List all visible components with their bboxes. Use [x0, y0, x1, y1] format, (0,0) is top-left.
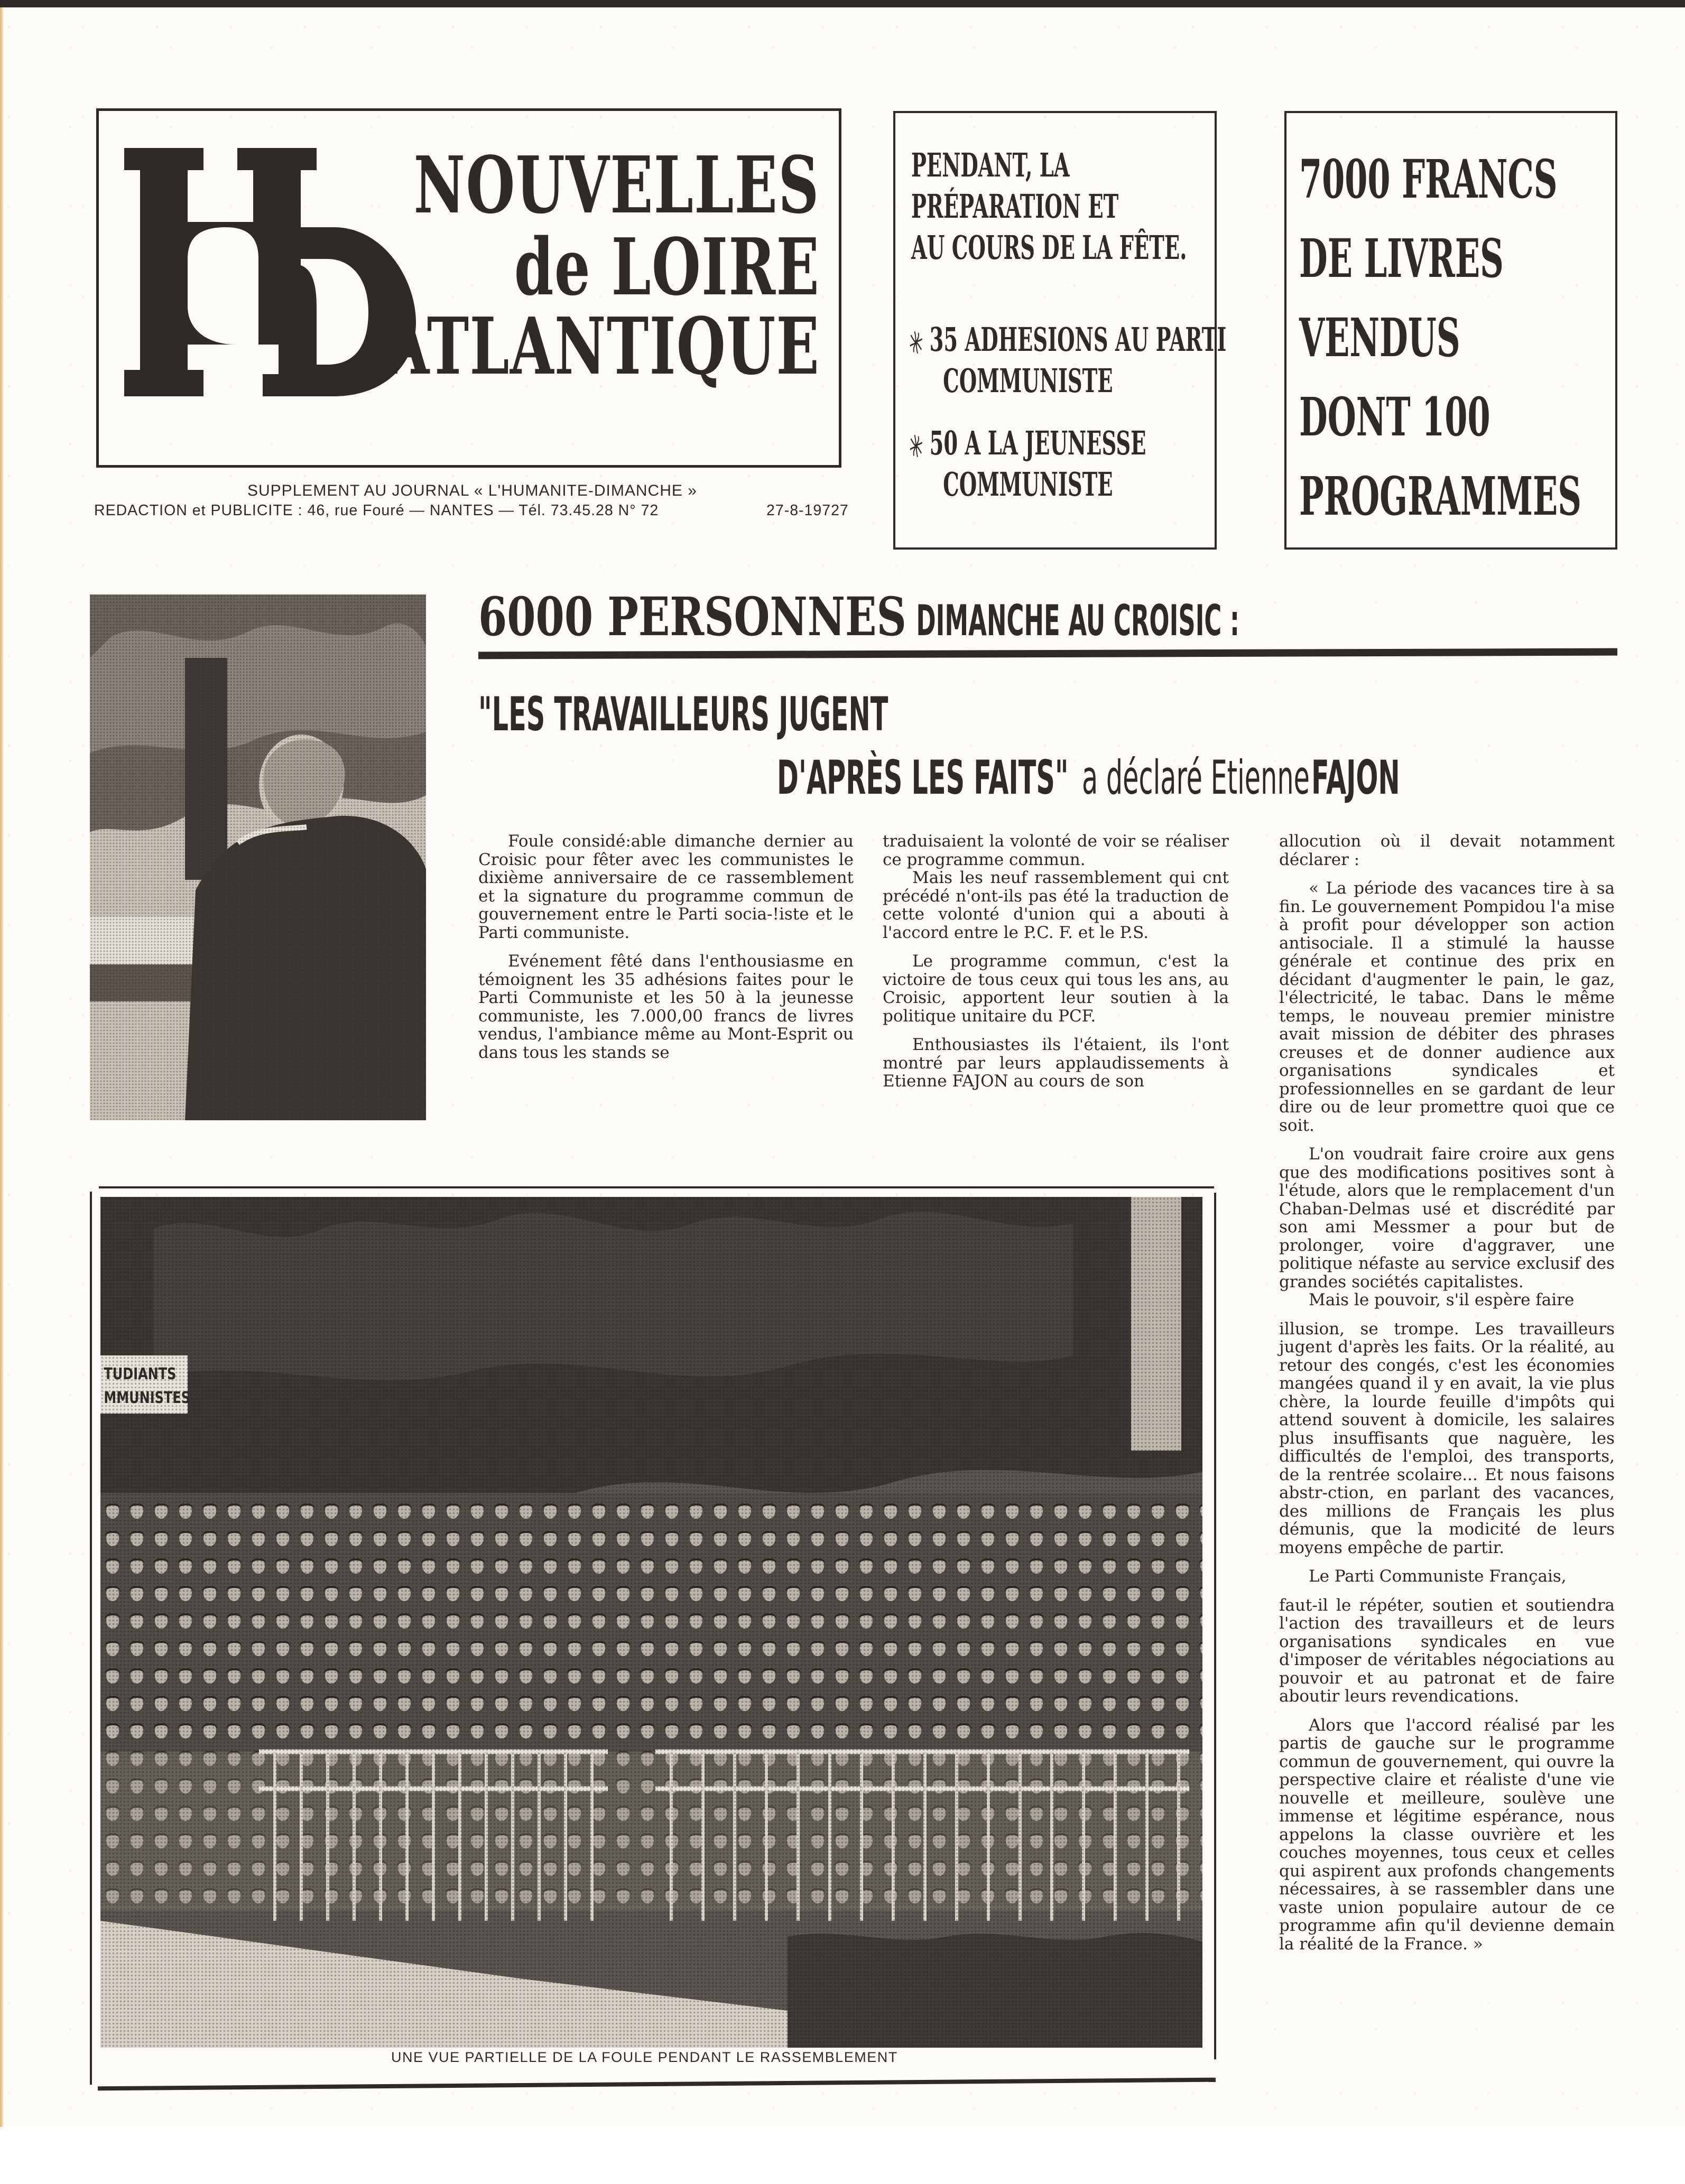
fete-intro-line3: AU COURS DE LA FÊTE.	[911, 228, 1187, 267]
subhead-name: FAJON	[1311, 750, 1400, 805]
books-line4: DONT 100	[1299, 386, 1490, 448]
headline-big: 6000 PERSONNES	[478, 586, 906, 648]
flower-star-icon	[909, 330, 924, 355]
col1-paragraph: Evénement fêté dans l'enthousiasme en témoignent les 35 adhésions faites pour le Parti Communiste et les 50 à la jeunesse communiste, les 7.000,00 francs de livres vendus, l'ambiance même au Mont-Esprit ou dans tous les stands se	[478, 952, 854, 1062]
col3-paragraph: L'on voudrait faire croire aux gens que des modifications positives sont à l'étude, alors que le remplacement d'un Chaban-Delmas usé et discrédité par son ami Messmer a pour but de prolonger, voire d'aggraver, une politique néfaste au service exclusif des grandes sociétés capitalistes.	[1279, 1145, 1615, 1291]
col3-paragraph: « La période des vacances tire à sa fin. Le gouvernement Pompidou l'a mise à profit pour développer son action antisociale. Il a stimulé la hausse générale et continue des prix en décidant d'augmenter le pain, le gaz, l'électricité, le tabac. Dans le même temps, le nouveau premier ministre avait mission de débiter des phrases creuses et de donner audience aux organisations syndicales et professionnelles en se gardant de leur dire ou de leur promettre quoi que ce soit.	[1279, 879, 1615, 1135]
fete-bullet2-line2: COMMUNISTE	[943, 465, 1113, 504]
speaker-photo	[90, 594, 426, 1120]
masthead-box	[96, 108, 841, 468]
hd-logo	[120, 148, 416, 396]
col1-paragraph: Foule considé:able dimanche dernier au Croisic pour fêter avec les communistes le dixième anniversaire de ce rassemblement et la signature du programme commun de gouvernement entre le Parti socia-!iste et le Parti communiste.	[478, 832, 854, 942]
masthead-title-line1: NOUVELLES	[413, 139, 820, 231]
article-column-1	[478, 832, 854, 1072]
crowd-photo-caption: UNE VUE PARTIELLE DE LA FOULE PENDANT LE RASSEMBLEMENT	[391, 2049, 898, 2065]
crowd-photo-left-rule	[90, 1192, 92, 2085]
col2-paragraph: Enthousiastes ils l'étaient, ils l'ont montré par leurs applaudissements à Etienne FAJON au cours de son	[883, 1035, 1229, 1091]
fete-bullet2-line1: 50 A LA JEUNESSE	[929, 424, 1146, 462]
fete-bullet1-line2: COMMUNISTE	[943, 361, 1113, 400]
subhead-attribution: a déclaré Etienne	[1082, 750, 1310, 805]
headline-rest: DIMANCHE AU CROISIC :	[916, 596, 1239, 645]
supplement-line: SUPPLEMENT AU JOURNAL « L'HUMANITE-DIMANCHE »	[247, 482, 697, 499]
col2-paragraph: Le programme commun, c'est la victoire de tous ceux qui tous les ans, au Croisic, apportent leur soutien à la politique unitaire du PCF.	[883, 952, 1229, 1026]
books-sold-box	[1284, 111, 1617, 550]
issue-date: 27-8-19727	[766, 502, 849, 519]
fete-bullet2	[909, 423, 1146, 464]
crowd-photo	[100, 1197, 1202, 2048]
speaker-photo-image	[90, 594, 426, 1120]
scan-left-edge	[0, 7, 3, 2127]
books-line1: 7000 FRANCS	[1299, 148, 1558, 210]
books-line2: DE LIVRES	[1299, 227, 1504, 290]
masthead-title-line2: de LOIRE	[514, 221, 820, 313]
fete-results-box	[893, 111, 1227, 550]
col3-paragraph: faut-il le répéter, soutien et soutiendra l'action des travailleurs et de leurs organisations syndicales en vue d'imposer de véritables négociations au pouvoir et au patronat et de faire aboutir leurs revendications.	[1279, 1595, 1615, 1706]
crowd-photo-top-rule	[99, 1186, 1214, 1188]
crowd-photo-image	[100, 1197, 1202, 2048]
col2-paragraph: Mais les neuf rassemblement qui cnt précédé n'ont-ils pas été la traduction de cette volonté d'union qui a abouti à l'accord entre le P.C. F. et le P.S.	[883, 868, 1229, 942]
article-column-3	[1279, 832, 1615, 1964]
fete-intro-line2: PRÉPARATION ET	[911, 187, 1119, 226]
fete-bullet1-line1: 35 ADHESIONS AU PARTI	[929, 320, 1227, 359]
fete-intro-line1: PENDANT, LA	[911, 146, 1070, 184]
col2-paragraph: traduisaient la volonté de voir se réaliser ce programme commun.	[883, 832, 1229, 869]
subhead-line1: "LES TRAVAILLEURS JUGENT	[478, 687, 888, 741]
scan-top-edge	[0, 0, 1685, 7]
col3-paragraph: illusion, se trompe. Les travailleurs jugent d'après les faits. Or la réalité, au retour des congés, c'est les économies mangées quand il y en avait, la vie plus chère, la lourde feuille d'impôts qui attend souvent à domicile, les salaires plus insuffisants que naguère, les difficultés de l'emploi, des transports, de la rentrée scolaire... Et nous faisons abstr-ction, en parlant des vacances, des millions de Français les plus démunis, que la modicité de leurs moyens empêche de partir.	[1279, 1319, 1615, 1557]
redaction-line: REDACTION et PUBLICITE : 46, rue Fouré — NANTES — Tél. 73.45.28 N° 72	[94, 502, 659, 519]
col3-paragraph: allocution où il devait notamment déclarer :	[1279, 832, 1615, 869]
col3-paragraph: Le Parti Communiste Français,	[1309, 1567, 1567, 1586]
subhead-line2	[777, 750, 1400, 805]
fete-bullet1	[909, 319, 1227, 360]
books-line5: PROGRAMMES	[1299, 465, 1582, 527]
headline	[478, 586, 1365, 648]
masthead-title-line3: ATLANTIQUE	[385, 300, 820, 392]
col3-paragraph: Mais le pouvoir, s'il espère faire	[1309, 1290, 1575, 1309]
subhead-quote: D'APRÈS LES FAITS"	[777, 750, 1069, 805]
col3-paragraph: Alors que l'accord réalisé par les partis de gauche sur le programme commun de gouvernement, qui ouvre la perspective claire et réaliste d'une vie nouvelle et meilleure, soulève une immense et légitime espérance, nous appelons la classe ouvrière et les couches moyennes, tous ceux et celles qui aspirent aux profonds changements nécessaires, à se rassembler dans une vaste union populaire autour de ce programme afin qu'il devienne demain la réalité de la France. »	[1279, 1715, 1615, 1954]
flower-star-icon	[909, 434, 924, 458]
article-column-2	[883, 832, 1229, 1101]
crowd-photo-right-rule	[1214, 1193, 1216, 2059]
books-line3: VENDUS	[1299, 306, 1460, 369]
